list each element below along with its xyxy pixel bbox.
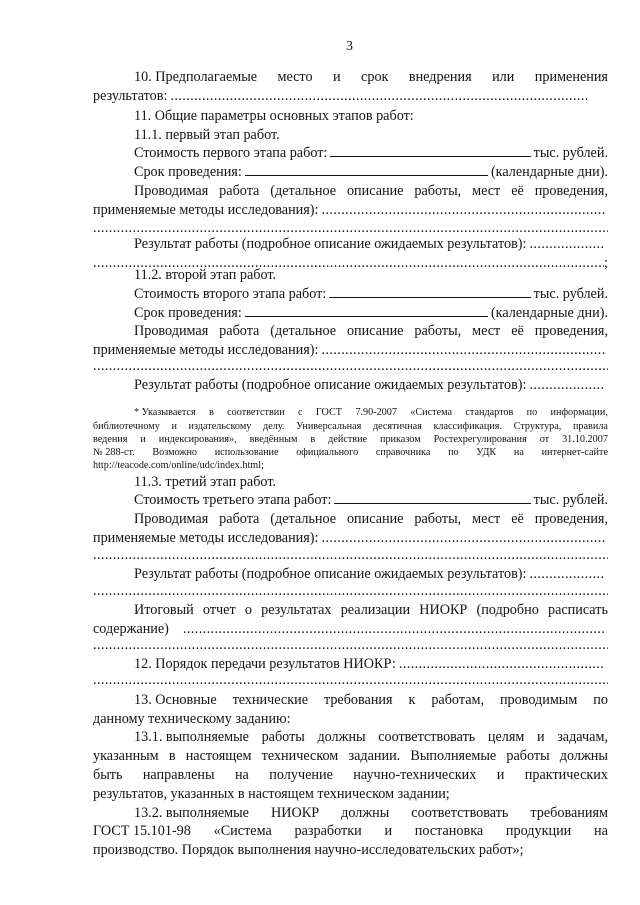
word: приказом [380,434,421,445]
word: соответствовать [411,805,509,821]
word: направлены [142,767,215,783]
stage-2-work-line-3 [93,357,608,375]
word: десятичная [372,421,422,432]
stage-2-cost-line [134,285,608,303]
word: проведения, [534,183,608,199]
stage-1-result-end: ; [604,255,608,271]
word: «Система [213,823,272,839]
word: работа [219,183,260,199]
word: и [496,767,505,783]
word: ГОСТ 15.101-98 [93,823,191,839]
report-line-1 [134,601,608,619]
word: и [536,729,545,745]
word: её [511,183,524,199]
word: введённым [249,434,298,445]
section-10-line-1 [134,68,608,86]
stage-2-work-fill-2[interactable] [93,357,608,375]
word: соответствии [227,407,285,418]
word: по [448,447,459,458]
word: к [408,692,416,708]
word: № 288-ст. [93,447,135,458]
report-line-3 [93,636,608,654]
section-12-fill-2[interactable] [93,671,608,689]
stage-1-work-line-1 [134,182,608,200]
word: НИОКР [419,602,468,618]
word: «Система [410,407,453,418]
item-13-1-line-4: результатов, указанных в настоящем техническом задании; [93,786,450,802]
stage-2-title: 11.2. второй этап работ. [134,267,277,283]
word: Проводимая [134,511,209,527]
word: на [234,767,249,783]
word: описание [346,323,404,339]
word: стандартов [465,407,514,418]
word: место [277,69,313,85]
footnote-line-3 [93,433,608,446]
word: Структура, [513,421,562,432]
word: библиотечному [93,421,160,432]
word: справочника [375,447,431,458]
word: указанным [93,748,159,764]
word: быть [93,767,123,783]
word: соответствовать [378,729,476,745]
word: её [511,511,524,527]
stage-1-term-unit: (календарные дни). [490,164,608,180]
word: и [333,69,341,85]
stage-3-result-line-2 [93,582,608,600]
word: должны [559,748,608,764]
word: Проводимая [134,323,209,339]
section-13-line-2: данному техническому заданию: [93,711,291,727]
stage-1-term-field[interactable] [245,163,488,176]
item-13-1-line-2 [93,747,608,765]
word: Возможно [152,447,198,458]
word: индексирования», [158,434,237,445]
word: мест [472,183,501,199]
stage-1-title: 11.1. первый этап работ. [134,127,280,143]
word: мест [472,323,501,339]
stage-1-result-label: Результат работы (подробное описание ожидаемых результатов): [134,236,527,252]
word: применения [534,69,608,85]
word: официального [296,447,359,458]
page-number: 3 [346,39,353,54]
word: (подробно [476,602,539,618]
word: Выполняемые [410,748,497,764]
word: (детальное [270,511,337,527]
word: описание [346,511,404,527]
word: требования [323,692,393,708]
stage-3-work-label: применяемые методы исследования): [93,530,319,546]
word: Ростехрегулирования [433,434,527,445]
stage-2-cost-field[interactable] [329,285,530,298]
word: технические [232,692,309,708]
word: работы [506,748,550,764]
stage-2-work-line-1 [134,322,608,340]
section-10-line-2 [93,87,590,105]
stage-2-term-line [134,304,608,322]
word: 13.1. выполняемые [134,729,249,745]
word: работа [219,323,260,339]
word: настоящем [185,748,252,764]
stage-1-cost-field[interactable] [330,144,530,157]
word: отчет [202,602,236,618]
word: информации, [550,407,608,418]
word: 13. Основные [134,692,217,708]
stage-3-result-fill[interactable] [529,565,605,583]
word: должны [341,805,390,821]
item-13-2-line-3: производство. Порядок выполнения научно-исследовательских работ»; [93,842,524,858]
stage-2-term-field[interactable] [245,304,488,317]
word: УДК [476,447,497,458]
stage-1-work-fill[interactable] [321,201,605,219]
stage-2-result-label: Результат работы (подробное описание ожидаемых результатов): [134,377,527,393]
stage-1-term-label: Срок проведения: [134,164,242,180]
word: и [384,823,393,839]
stage-1-work-line-2 [93,201,608,219]
stage-1-cost-line [134,144,608,162]
word: в [310,434,316,445]
word: техническом [261,748,339,764]
section-10-label: результатов: [93,88,168,104]
word: продукции [505,823,572,839]
word: по [593,692,608,708]
word: 31.10.2007 [562,434,608,445]
stage-3-result-line [134,565,608,583]
word: (детальное [270,183,337,199]
word: и [140,434,146,445]
word: должны [317,729,366,745]
word: срок [361,69,389,85]
word: проведения, [534,511,608,527]
word: проведения, [534,323,608,339]
word: проводимым [499,692,578,708]
word: (детальное [270,323,337,339]
word: разработки [294,823,362,839]
stage-1-work-label: применяемые методы исследования): [93,202,319,218]
word: 13.2. выполняемые [134,805,249,821]
word: от [539,434,550,445]
word: Универсальная [296,421,362,432]
word: мест [472,511,501,527]
report-label: содержание) [93,621,169,637]
word: научно-технических [353,767,477,783]
section-12-line-2 [93,671,608,689]
word: использование [214,447,279,458]
word: и [171,421,177,432]
stage-2-cost-label: Стоимость второго этапа работ: [134,286,327,302]
word: о [244,602,252,618]
stage-2-result-line [134,376,608,394]
stage-2-cost-unit: тыс. рублей. [533,286,608,302]
word: Проводимая [134,183,209,199]
word: задачам, [557,729,608,745]
word: Итоговый [134,602,194,618]
word: по [526,407,538,418]
word: НИОКР [271,805,320,821]
word: ведения [93,434,128,445]
stage-3-cost-field[interactable] [334,491,530,504]
word: на [513,447,524,458]
word: правила [572,421,608,432]
word: издательскому [188,421,252,432]
stage-3-result-label: Результат работы (подробное описание ожидаемых результатов): [134,566,527,582]
stage-3-result-fill-2[interactable] [93,582,608,600]
word: задании. [348,748,401,764]
word: практических [524,767,608,783]
word: в [208,407,214,418]
word: работы, [414,183,462,199]
footnote-line-1 [134,406,608,419]
word: делу. [263,421,285,432]
word: с [298,407,303,418]
footnote-line-4 [93,446,608,459]
stage-2-term-label: Срок проведения: [134,305,242,321]
stage-3-cost-line [134,491,608,509]
stage-3-title: 11.3. третий этап работ. [134,474,276,490]
word: работы [261,729,305,745]
stage-1-result-fill[interactable] [529,235,605,253]
word: внедрения [408,69,472,85]
stage-3-work-fill-2[interactable] [93,546,608,564]
stage-3-work-line-3 [93,546,608,564]
word: её [511,323,524,339]
stage-3-cost-label: Стоимость третьего этапа работ: [134,492,332,508]
section-11-title: 11. Общие параметры основных этапов работ: [134,108,414,124]
item-13-2-line-2 [93,822,608,840]
word: на [594,823,608,839]
item-13-2-line-1 [134,804,608,822]
report-fill-2[interactable] [93,636,608,654]
word: работы, [414,511,462,527]
stage-1-result-line [134,235,608,253]
item-13-1-line-1 [134,728,608,746]
word: в [168,748,176,764]
word: или [492,69,515,85]
stage-1-cost-label: Стоимость первого этапа работ: [134,145,328,161]
word: работы, [414,323,462,339]
footnote-link[interactable]: http://teacode.com/online/udc/index.html; [93,460,264,471]
stage-2-work-label: применяемые методы исследования): [93,342,319,358]
stage-3-work-fill[interactable] [321,529,605,547]
stage-2-term-unit: (календарные дни). [490,305,608,321]
stage-1-cost-unit: тыс. рублей. [533,145,608,161]
word: целям [487,729,525,745]
section-12-label: 12. Порядок передачи результатов НИОКР: [134,656,396,672]
word: 10. Предполагаемые [134,69,258,85]
word: действие [328,434,368,445]
word: результатах [261,602,332,618]
footnote-line-2 [93,420,608,433]
word: постановка [414,823,484,839]
word: описание [346,183,404,199]
word: работа [219,511,260,527]
word: работам, [431,692,485,708]
stage-3-work-line-1 [134,510,608,528]
word: расписать [547,602,608,618]
word: 7.90-2007 [355,407,397,418]
word: * Указывается [134,407,196,418]
stage-2-result-fill[interactable] [529,376,605,394]
word: требованиям [530,805,608,821]
section-10-fill[interactable] [170,87,587,105]
word: реализации [340,602,411,618]
section-13-line-1 [134,691,608,709]
word: получение [269,767,333,783]
stage-3-work-line-2 [93,529,608,547]
stage-1-term-line [134,163,608,181]
stage-3-cost-unit: тыс. рублей. [533,492,608,508]
word: интернет-сайте [541,447,608,458]
word: классификация. [433,421,503,432]
item-13-1-line-3 [93,766,608,784]
word: ГОСТ [315,407,343,418]
